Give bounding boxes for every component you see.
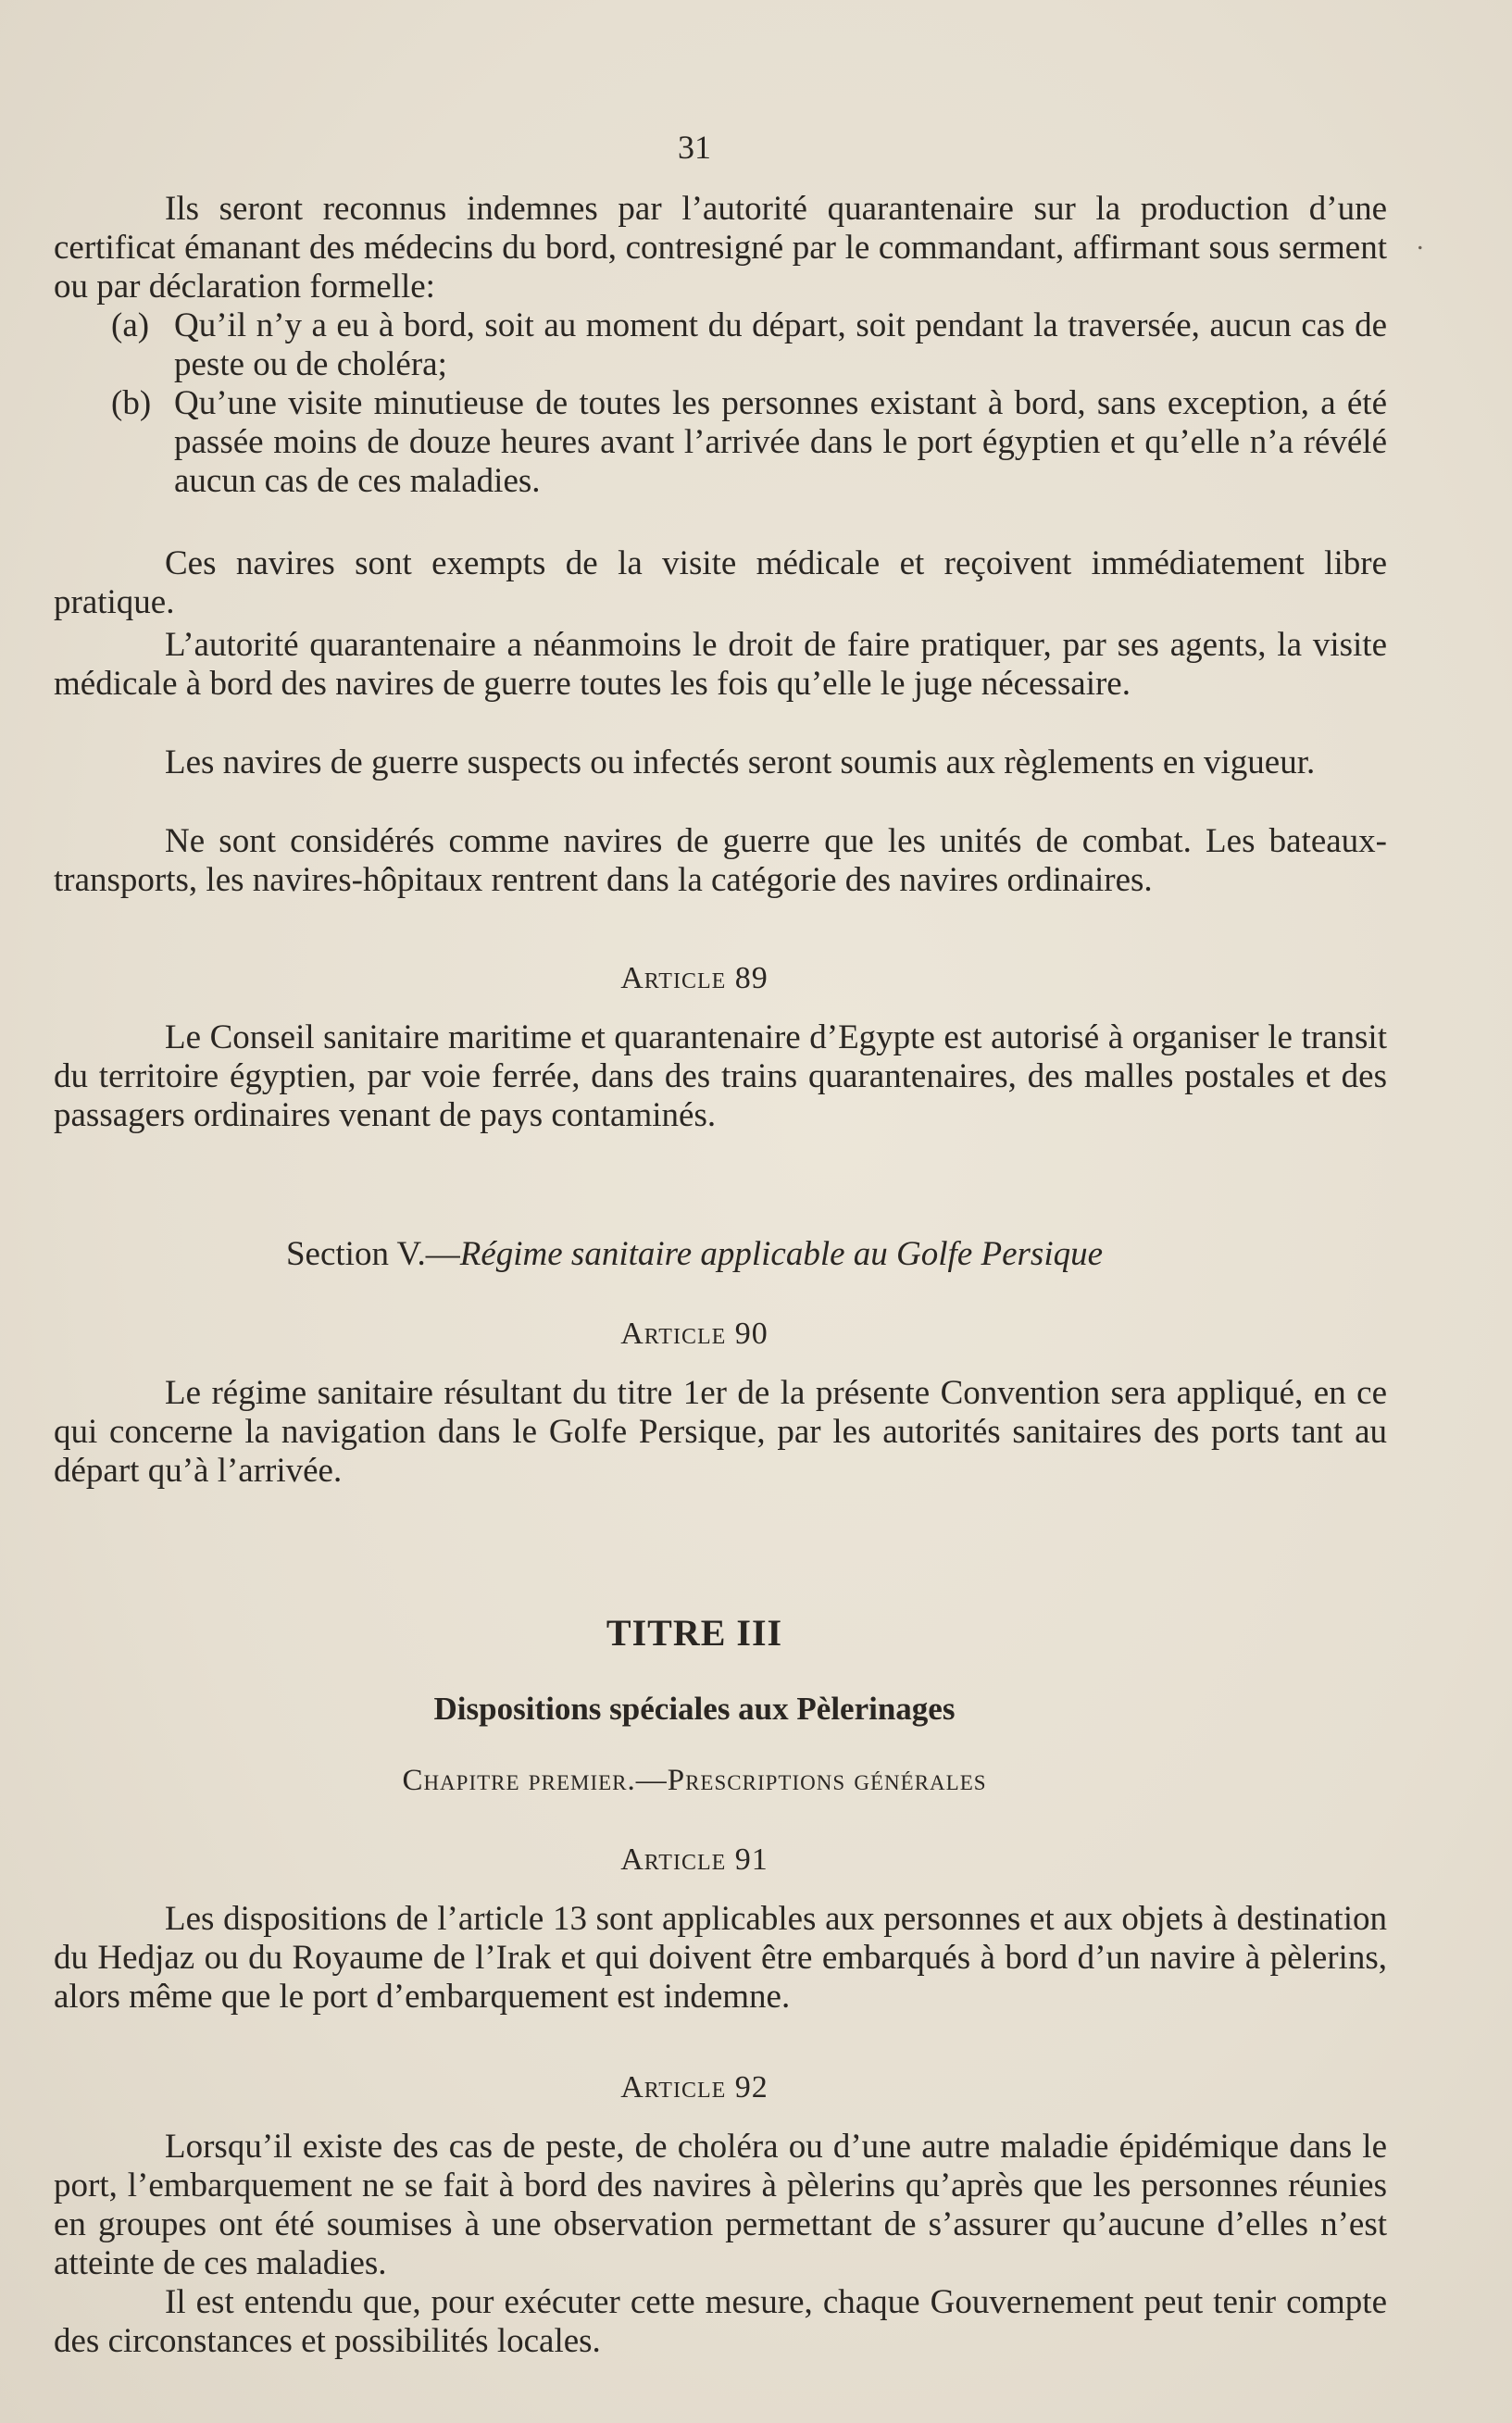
paragraph-text: Lorsqu’il existe des cas de peste, de choléra ou d’une autre maladie épidémique dans le port, l’embarquement ne se fait à bord des navires à pèlerins qu’après que les personnes réunies en groupes ont été soumises à une observation permettant de s’assurer qu’aucune d’elles n’est atteinte de ces maladies. — [54, 2128, 1387, 2282]
list-item-b — [54, 384, 1387, 501]
titre-subtitle: Dispositions spéciales aux Pèlerinages — [433, 1691, 956, 1727]
stray-mark: . — [1417, 225, 1424, 256]
paragraph-unites-combat — [54, 822, 1387, 900]
list-item-a — [54, 306, 1387, 384]
article-91-heading: Article 91 — [620, 1842, 768, 1877]
page-number: 31 — [678, 129, 711, 166]
article-92-body — [54, 2128, 1387, 2361]
chapter-heading: Chapitre premier.—Prescriptions générales — [402, 1764, 987, 1797]
article-89-heading: Article 89 — [620, 961, 768, 995]
intro-paragraph: Ils seront reconnus indemnes par l’autorité quarantenaire sur la production d’une certificat émanant des médecins du bord, contresigné par le commandant, affirmant sous serment ou par déclaration formelle: — [54, 190, 1387, 306]
article-89-body — [54, 1018, 1387, 1135]
paragraph-libre-pratique — [54, 544, 1387, 622]
article-92-heading: Article 92 — [620, 2070, 768, 2105]
intro-block — [54, 190, 1387, 501]
article-91-body — [54, 1900, 1387, 2017]
paragraph-navires-suspects — [54, 743, 1387, 782]
paragraph-autorite — [54, 626, 1387, 704]
section-v-heading — [0, 1234, 1389, 1274]
list-item-text: Qu’une visite minutieuse de toutes les personnes existant à bord, sans exception, a été passée moins de douze heures avant l’arrivée dans le port égyptien et qu’elle n’a révélé aucun cas de ces maladies. — [174, 384, 1387, 500]
list-item-letter: (b) — [111, 384, 152, 422]
article-90-heading: Article 90 — [620, 1317, 768, 1351]
paragraph-text: L’autorité quarantenaire a néanmoins le droit de faire pratiquer, par ses agents, la visite médicale à bord des navires de guerre toutes les fois qu’elle le juge nécessaire. — [54, 626, 1387, 703]
section-prefix: Section V.— — [285, 1235, 460, 1273]
paragraph-text: Le Conseil sanitaire maritime et quarantenaire d’Egypte est autorisé à organiser le transit du territoire égyptien, par voie ferrée, dans des trains quarantenaires, des malles postales et des passagers ordinaires venant de pays contaminés. — [54, 1018, 1387, 1134]
paragraph-text: Ces navires sont exempts de la visite médicale et reçoivent immédiatement libre pratique. — [54, 544, 1387, 621]
list-item-text: Qu’il n’y a eu à bord, soit au moment du départ, soit pendant la traversée, aucun cas de peste ou de choléra; — [174, 306, 1387, 383]
list-item-letter: (a) — [111, 306, 150, 344]
paragraph-text: Ne sont considérés comme navires de guerre que les unités de combat. Les bateaux-transports, les navires-hôpitaux rentrent dans la catégorie des navires ordinaires. — [54, 822, 1387, 899]
paragraph-text: Il est entendu que, pour exécuter cette mesure, chaque Gouvernement peut tenir compte des circonstances et possibilités locales. — [54, 2283, 1387, 2360]
paragraph-text: Les navires de guerre suspects ou infectés seront soumis aux règlements en vigueur. — [165, 743, 1316, 781]
titre-heading: TITRE III — [606, 1612, 783, 1654]
article-90-body — [54, 1374, 1387, 1491]
paragraph-text: Le régime sanitaire résultant du titre 1er de la présente Convention sera appliqué, en ce qui concerne la navigation dans le Golfe Persique, par les autorités sanitaires des ports tant au départ qu’à l’arrivée. — [54, 1374, 1387, 1490]
section-title: Régime sanitaire applicable au Golfe Persique — [459, 1235, 1104, 1273]
paragraph-text: Les dispositions de l’article 13 sont applicables aux personnes et aux objets à destination du Hedjaz ou du Royaume de l’Irak et qui doivent être embarqués à bord d’un navire à pèlerins, alors même que le port d’embarquement est indemne. — [54, 1900, 1387, 2016]
